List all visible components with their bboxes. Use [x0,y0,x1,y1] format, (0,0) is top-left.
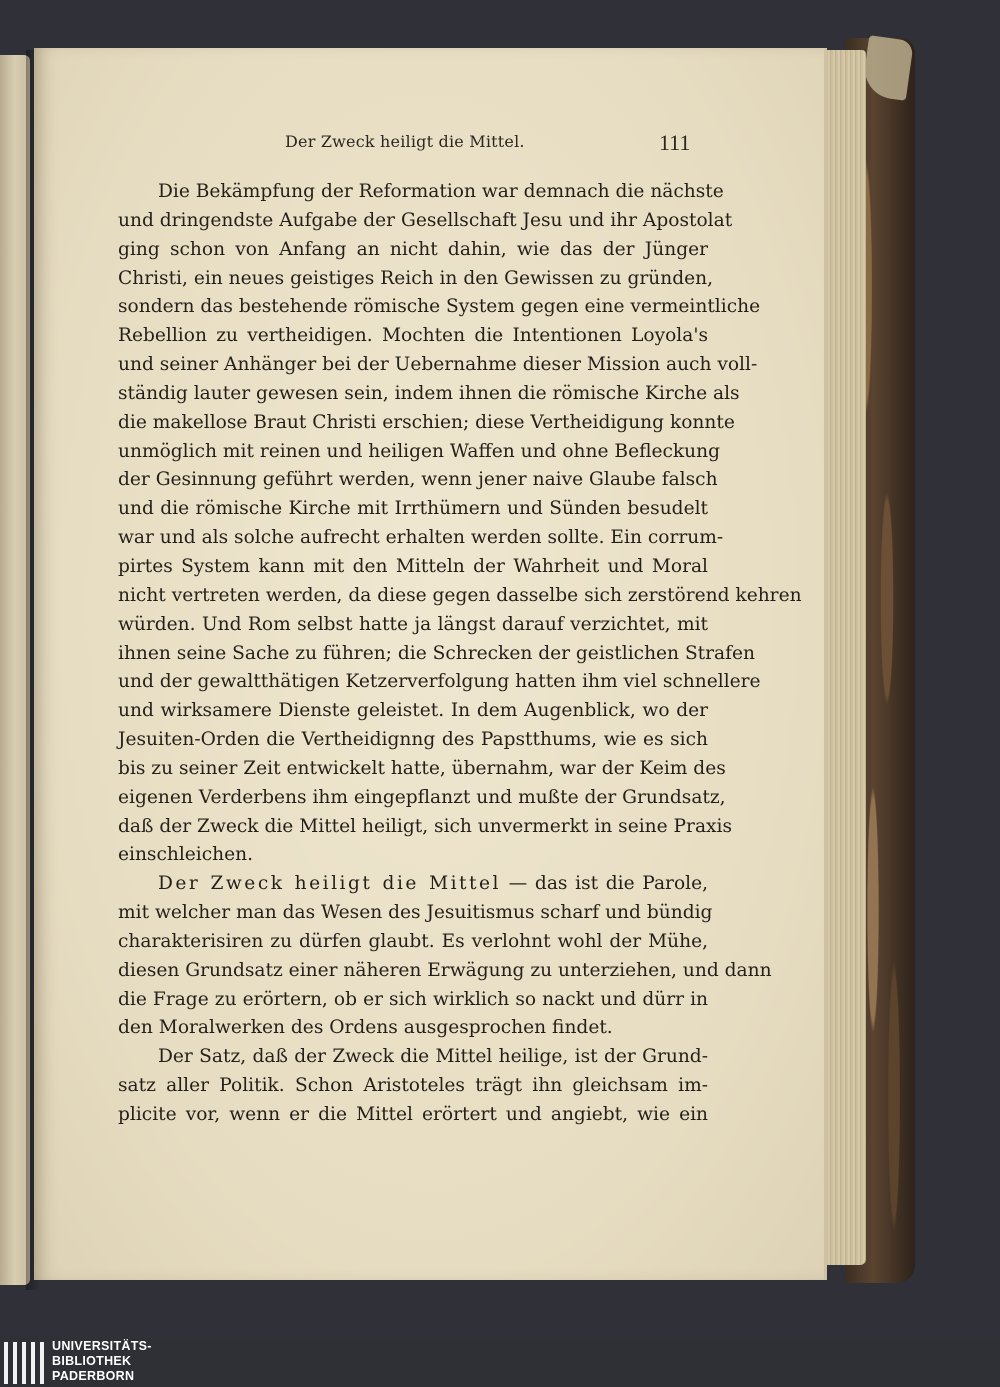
text-line: Die Bekämpfung der Reformation war demnach die nächste [158,181,724,202]
logo-line-2: BIBLIOTHEK [52,1354,132,1368]
text-line: unmöglich mit reinen und heiligen Waffen und ohne Befleckung [118,440,721,462]
logo-line-1: UNIVERSITÄTS- [52,1339,152,1353]
text-line: Rebellion zu vertheidigen. Mochten die Intentionen Loyola's [118,325,708,347]
text-line: mit welcher man das Wesen des Jesuitismus scharf und bündig [118,902,713,924]
text-line: ihnen seine Sache zu führen; die Schrecken der geistlichen Strafen [118,642,755,664]
text-line: und wirksamere Dienste geleistet. In dem Augenblick, wo der [118,700,708,722]
library-logo-text [52,1339,152,1384]
text-line: ging schon von Anfang an nicht dahin, wie das der Jünger [118,238,708,260]
text-line: die makellose Braut Christi erschien; diese Vertheidigung konnte [118,411,735,433]
text-line: und die römische Kirche mit Irrthümern und Sünden besudelt [118,498,708,520]
text-line: eigenen Verderbens ihm eingepflanzt und mußte der Grundsatz, [118,786,726,808]
text-line: und der gewaltthätigen Ketzerverfolgung hatten ihm viel schnellere [118,671,761,693]
text-line: die Frage zu erörtern, ob er sich wirklich so nackt und dürr in [118,988,708,1010]
library-logo-icon [4,1342,44,1384]
text-line: Jesuiten-Orden die Vertheidignng des Papstthums, wie es sich [118,729,708,751]
text-line: Der Satz, daß der Zweck die Mittel heilige, ist der Grund- [158,1046,708,1068]
text-line: charakterisiren zu dürfen glaubt. Es verlohnt wohl der Mühe, [118,930,708,952]
text-line: Christi, ein neues geistiges Reich in den Gewissen zu gründen, [118,267,714,289]
text-line: würden. Und Rom selbst hatte ja längst darauf verzichtet, mit [118,613,708,635]
text-line: und dringendste Aufgabe der Gesellschaft Jesu und ihr Apostolat [118,209,733,231]
text-line: ständig lauter gewesen sein, indem ihnen die römische Kirche als [118,382,740,404]
text-line: war und als solche aufrecht erhalten werden sollte. Ein corrum- [118,527,724,549]
text-line: satz aller Politik. Schon Aristoteles trägt ihn gleichsam im- [118,1075,708,1097]
text-line: daß der Zweck die Mittel heiligt, sich unvermerkt in seine Praxis [118,815,733,837]
text-line: der Gesinnung geführt werden, wenn jener naive Glaube falsch [118,469,718,491]
page-edges [818,50,866,1265]
text-line: sondern das bestehende römische System gegen eine vermeintliche [118,296,761,318]
text-line: einschleichen. [118,844,254,866]
page-number: 111 [659,130,691,155]
text-line: den Moralwerken des Ordens ausgesprochen findet. [118,1017,613,1039]
running-head: Der Zweck heiligt die Mittel. [285,132,525,151]
emphasized-phrase: Der Zweck heiligt die Mittel [158,873,501,895]
text-line: nicht vertreten werden, da diese gegen dasselbe sich zerstörend kehren [118,584,802,606]
text-line: pirtes System kann mit den Mitteln der Wahrheit und Moral [118,555,708,577]
text-line: Der Zweck heiligt die Mittel — das ist die Parole, [158,873,708,895]
text-line: plicite vor, wenn er die Mittel erörtert und angiebt, wie ein [118,1104,708,1125]
text-line: bis zu seiner Zeit entwickelt hatte, übernahm, war der Keim des [118,757,726,779]
text-line: und seiner Anhänger bei der Uebernahme dieser Mission auch voll- [118,354,758,376]
library-footer [0,1338,1000,1387]
logo-line-3: PADERBORN [52,1369,135,1383]
text-line: diesen Grundsatz einer näheren Erwägung zu unterziehen, und dann [118,959,772,981]
body-text [118,178,802,1130]
